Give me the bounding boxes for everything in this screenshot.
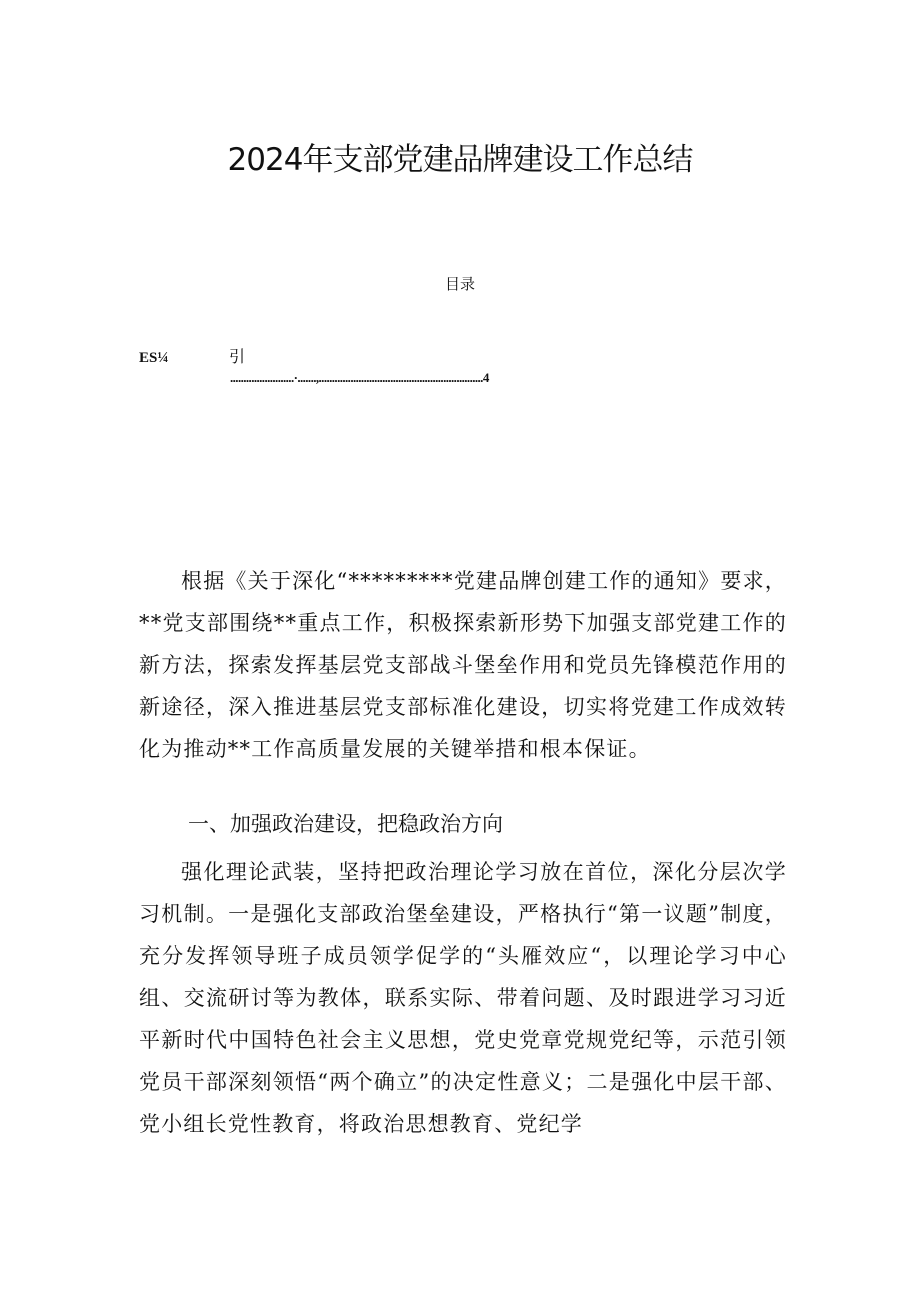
toc-heading: 目录 [444,275,475,293]
toc-entry-number: ES¼ [139,350,169,366]
intro-paragraph: 根据《关于深化“*********党建品牌创建工作的通知》要求，**党支部围绕**重点工作，积极探索新形势下加强支部党建工作的新方法，探索发挥基层党支部战斗堡垒作用和党员先锋模范作用的新途径，深入推进基层党支部标准化建设，切实将党建工作成效转化为推动**工作高质量发展的关键举措和根本保证。 [139,569,787,761]
section-paragraph: 强化理论武装，坚持把政治理论学习放在首位，深化分层次学习机制。一是强化支部政治堡垒建设，严格执行“第一议题”制度，充分发挥领导班子成员领学促学的“头雁效应“，以理论学习中心组、交流研讨等为教体，联系实际、带着问题、及时跟进学习习近平新时代中国特色社会主义思想，党史党章党规党纪等，示范引领党员干部深刻领悟“两个确立”的决定性意义；二是强化中层干部、党小组长党性教育，将政治思想教育、党纪学 [139,860,787,1136]
toc-entry-label: 引 [229,347,246,366]
toc-entry-leader-page: ........................·.......,..............................................................4 [230,370,489,385]
section-heading: 一、加强政治建设，把稳政治方向 [188,812,503,836]
document-title: 2024年支部党建品牌建设工作总结 [227,142,693,178]
